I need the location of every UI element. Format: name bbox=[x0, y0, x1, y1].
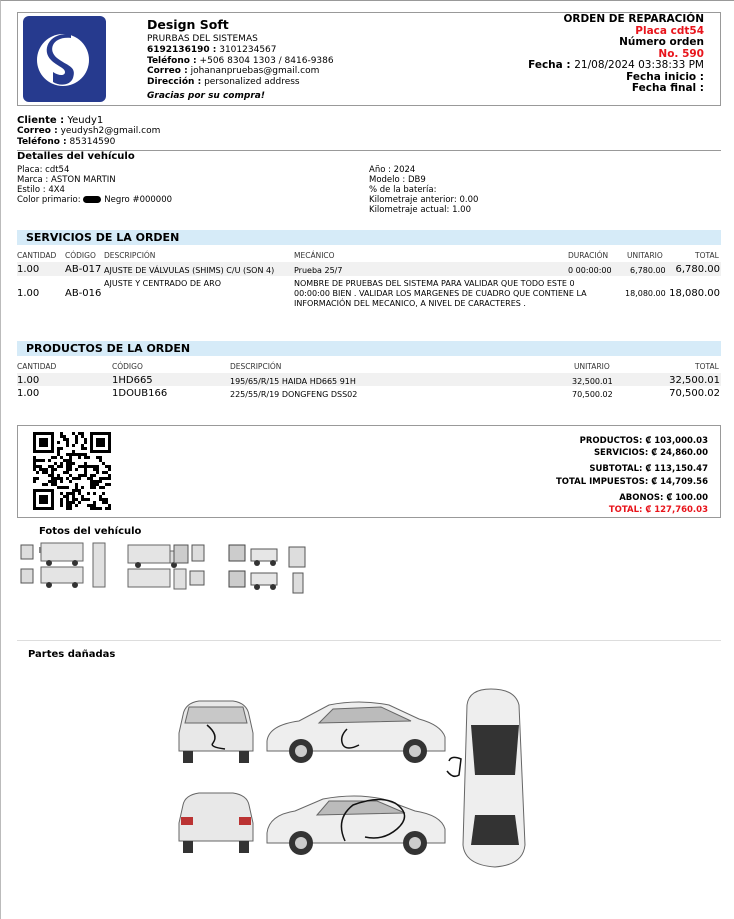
vehicle-model: Modelo : DB9 bbox=[369, 175, 426, 185]
products-header-qty: CANTIDAD bbox=[17, 362, 57, 371]
product-desc: 225/55/R/19 DONGFENG DSS02 bbox=[230, 390, 358, 399]
service-unit: 18,080.00 bbox=[625, 289, 666, 298]
services-header-desc: DESCRIPCIÓN bbox=[104, 251, 156, 260]
products-header-total: TOTAL bbox=[695, 362, 719, 371]
services-header-qty: CANTIDAD bbox=[17, 251, 57, 260]
vehicle-details-right bbox=[369, 165, 699, 215]
company-info bbox=[147, 34, 407, 88]
product-unit: 32,500.01 bbox=[572, 377, 613, 386]
products-header-desc: DESCRIPCIÓN bbox=[230, 362, 282, 371]
services-header-dur: DURACIÓN bbox=[568, 251, 609, 260]
totals-summary bbox=[408, 435, 708, 516]
services-header-unit: UNITARIO bbox=[627, 251, 663, 260]
damage-title: Partes dañadas bbox=[28, 649, 116, 660]
company-logo bbox=[23, 16, 106, 102]
total-payments: ABONOS: ₡ 100.00 bbox=[619, 492, 708, 503]
services-header-total: TOTAL bbox=[695, 251, 719, 260]
damage-diagram[interactable] bbox=[169, 685, 539, 875]
vehicle-km-current: Kilometraje actual: 1.00 bbox=[369, 205, 471, 215]
vehicle-details-left bbox=[17, 165, 347, 205]
company-name: Design Soft bbox=[147, 17, 229, 32]
services-header-code: CÓDIGO bbox=[65, 251, 96, 260]
order-end-date: Fecha final : bbox=[631, 82, 704, 94]
product-total: 32,500.01 bbox=[669, 375, 720, 386]
service-qty: 1.00 bbox=[17, 264, 40, 275]
company-address: Dirección : personalized address bbox=[147, 77, 300, 88]
vehicle-battery: % de la batería: bbox=[369, 185, 437, 195]
product-desc: 195/65/R/15 HAIDA HD665 91H bbox=[230, 377, 356, 386]
total-products: PRODUCTOS: ₡ 103,000.03 bbox=[579, 436, 708, 446]
service-code: AB-016 bbox=[65, 288, 102, 299]
order-date: Fecha : 21/08/2024 03:38:33 PM bbox=[528, 59, 704, 71]
product-unit: 70,500.02 bbox=[572, 390, 613, 399]
vehicle-photo[interactable] bbox=[227, 541, 311, 601]
service-desc: AJUSTE Y CENTRADO DE ARO bbox=[104, 279, 221, 288]
vehicle-year: Año : 2024 bbox=[369, 165, 416, 175]
service-duration: 0 00:00:00 bbox=[568, 266, 612, 275]
product-code: 1HD665 bbox=[112, 375, 153, 386]
vehicle-brand: Marca : ASTON MARTIN bbox=[17, 175, 116, 185]
grand-total: TOTAL: ₡ 127,760.03 bbox=[608, 505, 708, 516]
service-mech: Prueba 25/7 bbox=[294, 266, 343, 275]
qr-code bbox=[33, 432, 111, 510]
products-title: PRODUCTOS DE LA ORDEN bbox=[17, 341, 721, 356]
order-number-label: Número orden bbox=[619, 36, 704, 48]
product-qty: 1.00 bbox=[17, 375, 40, 386]
vehicle-photo[interactable] bbox=[126, 541, 208, 595]
service-desc: AJUSTE DE VÁLVULAS (SHIMS) C/U (SON 4) bbox=[104, 266, 275, 275]
service-unit: 6,780.00 bbox=[630, 266, 666, 275]
order-title: ORDEN DE REPARACIÓN bbox=[563, 13, 704, 25]
car-rear-view bbox=[179, 793, 253, 853]
color-swatch bbox=[83, 196, 101, 203]
company-id-line: 6192136190 : 3101234567 bbox=[147, 44, 277, 55]
car-side-view bbox=[267, 702, 445, 763]
vehicle-style: Estilo : 4X4 bbox=[17, 185, 65, 195]
client-name: Cliente : Yeudy1 bbox=[17, 115, 104, 126]
company-subtitle: PRURBAS DEL SISTEMAS bbox=[147, 34, 258, 44]
vehicle-plate: Placa: cdt54 bbox=[17, 165, 70, 175]
product-code: 1DOUB166 bbox=[112, 388, 168, 399]
photos-title: Fotos del vehículo bbox=[39, 526, 142, 537]
car-side-view bbox=[267, 796, 445, 855]
vehicle-title: Detalles del vehículo bbox=[17, 151, 135, 162]
order-info bbox=[444, 14, 704, 95]
vehicle-color: Color primario: Negro #000000 bbox=[17, 195, 173, 205]
products-header-unit: UNITARIO bbox=[574, 362, 610, 371]
service-total: 18,080.00 bbox=[669, 288, 720, 299]
total-taxes: TOTAL IMPUESTOS: ₡ 14,709.56 bbox=[555, 476, 708, 487]
service-total: 6,780.00 bbox=[675, 264, 720, 275]
order-start-date: Fecha inicio : bbox=[626, 70, 704, 83]
services-header-mech: MECÁNICO bbox=[294, 251, 335, 260]
vehicle-km-before: Kilometraje anterior: 0.00 bbox=[369, 195, 479, 205]
subtotal: SUBTOTAL: ₡ 113,150.47 bbox=[589, 464, 708, 475]
services-title: SERVICIOS DE LA ORDEN bbox=[17, 230, 721, 245]
thanks-message: Gracias por su compra! bbox=[147, 91, 265, 101]
company-phone: Teléfono : +506 8304 1303 / 8416-9386 bbox=[147, 55, 334, 66]
products-header-code: CÓDIGO bbox=[112, 362, 143, 371]
order-plate: Placa cdt54 bbox=[635, 24, 704, 37]
client-email: Correo : yeudysh2@gmail.com bbox=[17, 126, 161, 136]
company-email: Correo : johananpruebas@gmail.com bbox=[147, 66, 320, 77]
product-qty: 1.00 bbox=[17, 388, 40, 399]
order-number: No. 590 bbox=[658, 47, 704, 60]
client-phone: Teléfono : 85314590 bbox=[17, 136, 116, 147]
car-top-view bbox=[447, 689, 525, 867]
vehicle-photo[interactable] bbox=[19, 541, 111, 595]
service-mech: NOMBRE DE PRUEBAS DEL SISTEMA PARA VALIDAR QUE TODO ESTE 0 00:00:00 BIEN . VALIDAR LOS MARGENES DE CUADRO QUE CONTIENE LA INFORMACIÓN DEL MECANICO, A NIVEL DE CARACTERES . bbox=[294, 279, 587, 308]
divider bbox=[17, 640, 721, 641]
car-front-view bbox=[179, 701, 253, 763]
client-info bbox=[17, 115, 721, 147]
service-qty: 1.00 bbox=[17, 288, 40, 299]
total-services: SERVICIOS: ₡ 24,860.00 bbox=[593, 448, 708, 459]
service-code: AB-017 bbox=[65, 264, 102, 275]
product-total: 70,500.02 bbox=[669, 388, 720, 399]
